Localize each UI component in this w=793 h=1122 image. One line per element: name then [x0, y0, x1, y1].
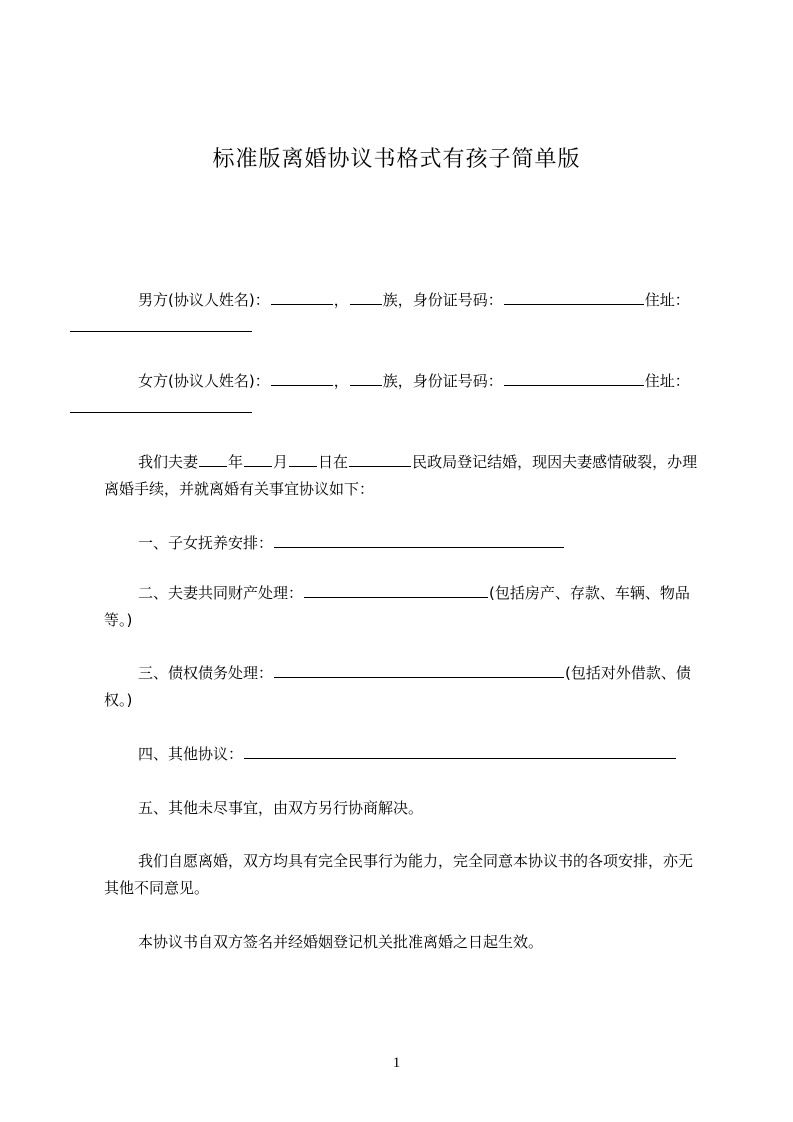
page-number: 1 [392, 1055, 401, 1071]
male-address-label: 住址： [644, 291, 690, 309]
female-ethnic-blank [350, 370, 382, 386]
item1-blank [274, 532, 564, 548]
item3-label: 三、债权债务处理： [138, 664, 274, 682]
day-label: 日在 [318, 453, 349, 471]
year-blank [199, 451, 227, 467]
male-comma: ， [333, 291, 349, 309]
item2-note: (包括房产、存款、车辆、物品等。) [104, 584, 690, 629]
male-ethnic-id-label: 族，身份证号码： [382, 291, 503, 309]
male-party-paragraph [104, 287, 704, 341]
item2-blank [304, 582, 488, 598]
male-address-blank [70, 316, 252, 332]
item3-note: (包括对外借款、债权。) [104, 664, 691, 709]
item2-paragraph [104, 580, 704, 634]
item4-blank [244, 743, 676, 759]
item1-paragraph [104, 530, 704, 557]
female-label: 女方(协议人姓名)： [138, 372, 270, 390]
year-label: 年 [228, 453, 244, 471]
female-party-paragraph [104, 368, 704, 422]
female-ethnic-id-label: 族，身份证号码： [382, 372, 503, 390]
bureau-blank [349, 451, 411, 467]
item3-paragraph [104, 660, 704, 714]
item4-paragraph [104, 741, 704, 768]
consent-paragraph: 我们自愿离婚，双方均具有完全民事行为能力，完全同意本协议书的各项安排，亦无其他不同意见。 [104, 852, 694, 897]
month-blank [244, 451, 272, 467]
month-label: 月 [273, 453, 289, 471]
item4-label: 四、其他协议： [138, 745, 244, 763]
marriage-text: 民政局登记结婚，现因夫妻感情破裂，办理离婚手续，并就离婚有关事宜协议如下： [104, 453, 698, 498]
item5-paragraph: 五、其他未尽事宜，由双方另行协商解决。 [138, 799, 424, 817]
effective-paragraph: 本协议书自双方签名并经婚姻登记机关批准离婚之日起生效。 [138, 933, 544, 951]
female-name-blank [271, 370, 333, 386]
marriage-intro: 我们夫妻 [138, 453, 199, 471]
female-comma: ， [333, 372, 349, 390]
document-title: 标准版离婚协议书格式有孩子简单版 [212, 147, 581, 172]
male-label: 男方(协议人姓名)： [138, 291, 270, 309]
item2-label: 二、夫妻共同财产处理： [138, 584, 304, 602]
female-address-label: 住址： [644, 372, 690, 390]
item3-blank [274, 662, 564, 678]
marriage-paragraph [104, 449, 704, 503]
item1-label: 一、子女抚养安排： [138, 534, 274, 552]
day-blank [289, 451, 317, 467]
female-address-blank [70, 397, 252, 413]
male-ethnic-blank [350, 289, 382, 305]
male-id-blank [504, 289, 644, 305]
male-name-blank [271, 289, 333, 305]
female-id-blank [504, 370, 644, 386]
